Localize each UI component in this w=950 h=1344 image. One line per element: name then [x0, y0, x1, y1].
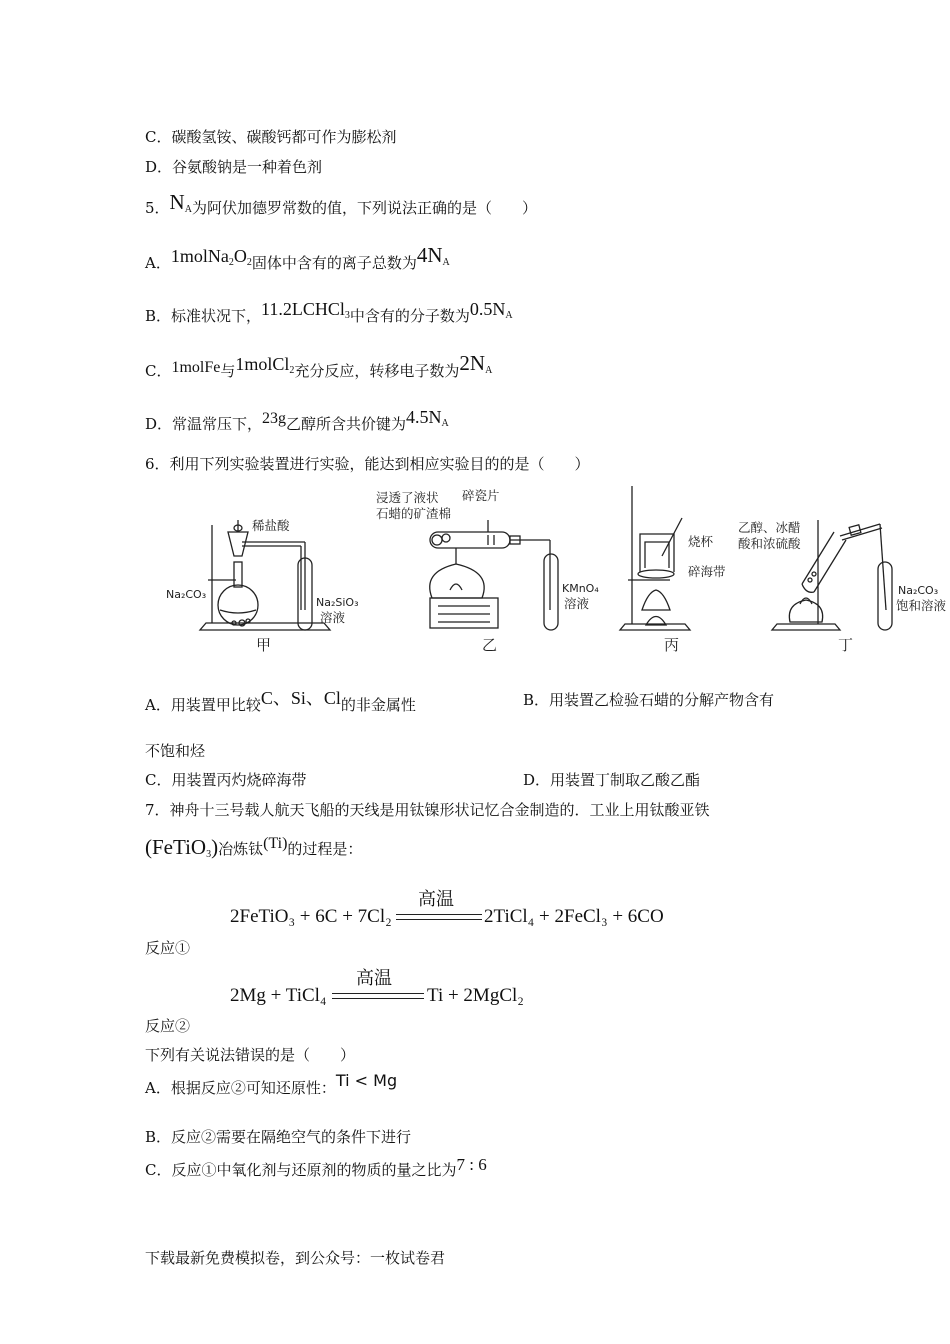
q5-option-b: B．标准状况下，11.2LCHCl$_3$中含有的分子数为$0.5N_A$ — [145, 299, 513, 325]
value-4na: $4N_A$ — [416, 243, 450, 268]
q7-stem: 7．神舟十三号载人航天飞船的天线是用钛镍形状记忆合金制造的．工业上用钛酸亚铁 — [145, 801, 710, 819]
q4-option-d: D．谷氨酸钠是一种着色剂 — [145, 158, 323, 176]
jia-right-label-1: Na₂SiO₃ — [316, 596, 359, 609]
q6-option-c: C．用装置丙灼烧碎海带 — [145, 771, 307, 789]
bing-label-1: 烧杯 — [688, 534, 714, 549]
caption-jia: 甲 — [256, 636, 272, 654]
formula-fe: 1molFe — [171, 359, 221, 376]
reaction-1-label: 反应① — [145, 939, 191, 957]
ding-right-label-2: 饱和溶液 — [896, 598, 947, 613]
q7-ask: 下列有关说法错误的是（ ） — [145, 1046, 356, 1064]
formula-chcl3: 11.2LCHCl$_3$ — [261, 299, 350, 321]
q6-option-b-continued: 不饱和烃 — [145, 742, 206, 760]
ratio-7-6: 7 : 6 — [456, 1155, 487, 1174]
reaction-1-condition: 高温 — [418, 889, 454, 910]
q6-apparatus-figure — [150, 480, 950, 658]
q5-option-a: A．$1molNa_2O_2$固体中含有的离子总数为$4N_A$ — [145, 243, 450, 272]
q7-stem-line2: (FeTiO$_3$)冶炼钛(Ti)的过程是： — [145, 835, 363, 860]
ding-label-1b: 酸和浓硫酸 — [738, 536, 801, 551]
q5-stem-text: 为阿伏加德罗常数的值，下列说法正确的是（ ） — [191, 199, 537, 217]
yi-right-label-2: 溶液 — [564, 596, 590, 611]
reaction-2-equals — [332, 993, 424, 999]
reaction-2-label: 反应② — [145, 1017, 191, 1035]
formula-na2o2: $1molNa_2O_2$ — [170, 246, 252, 268]
q6-option-d: D．用装置丁制取乙酸乙酯 — [523, 771, 701, 789]
bing-label-2: 碎海带 — [688, 564, 726, 579]
reaction-2-condition: 高温 — [356, 968, 392, 989]
caption-ding: 丁 — [838, 636, 854, 654]
q6-option-a: A．用装置甲比较C、Si、Cl的非金属性 — [145, 688, 416, 714]
caption-bing: 丙 — [664, 636, 680, 654]
reaction-1-left: 2FeTiO₃ + 6C + 7Cl₂ — [230, 906, 392, 927]
jia-acid-label: 稀盐酸 — [252, 518, 290, 533]
caption-yi: 乙 — [482, 636, 498, 654]
yi-right-label-1: KMnO₄ — [562, 582, 599, 595]
avogadro-symbol: $N_A$ — [169, 190, 192, 215]
q5-number: 5． — [145, 199, 170, 217]
yi-label-2: 碎瓷片 — [462, 488, 500, 503]
formula-fetio3: (FeTiO$_3$) — [145, 835, 219, 860]
ding-label-1a: 乙醇、冰醋 — [738, 520, 801, 535]
q7-option-b: B．反应②需要在隔绝空气的条件下进行 — [145, 1128, 412, 1146]
yi-label-1a: 浸透了液状 — [376, 490, 439, 505]
q5-stem — [145, 192, 537, 222]
yi-label-1b: 石蜡的矿渣棉 — [376, 506, 452, 521]
value-4-5na: $4.5N_A$ — [406, 407, 449, 429]
jia-right-label-2: 溶液 — [320, 610, 346, 625]
reaction-1-equals — [396, 914, 482, 920]
symbol-ti: (Ti) — [263, 835, 288, 852]
q7-option-a: A．根据反应②可知还原性：Ti < Mg — [145, 1071, 398, 1097]
q5-option-d: D．常温常压下，23g乙醇所含共价键为$4.5N_A$ — [145, 407, 449, 433]
q4-option-c: C．碳酸氢铵、碳酸钙都可作为膨松剂 — [145, 128, 397, 146]
reaction-1-right: 2TiCl₄ + 2FeCl₃ + 6CO — [484, 906, 664, 927]
footer-note: 下载最新免费模拟卷，到公众号：一枚试卷君 — [145, 1249, 446, 1267]
value-2na: $2N_A$ — [459, 351, 493, 376]
reaction-2-right: Ti + 2MgCl₂ — [427, 985, 524, 1006]
elements-c-si-cl: C、Si、Cl — [260, 688, 341, 708]
jia-left-label: Na₂CO₃ — [166, 588, 207, 601]
formula-cl2: 1molCl$_2$ — [235, 354, 295, 376]
q6-stem: 6．利用下列实验装置进行实验，能达到相应实验目的的是（ ） — [145, 455, 590, 473]
ding-right-label-1: Na₂CO₃ — [898, 584, 939, 597]
q6-option-b: B．用装置乙检验石蜡的分解产物含有 — [523, 691, 775, 709]
q7-option-c: C．反应①中氧化剂与还原剂的物质的量之比为7 : 6 — [145, 1155, 487, 1179]
value-0-5na: $0.5N_A$ — [469, 299, 513, 321]
mass-23g: 23g — [262, 410, 287, 427]
reducibility-ti-mg: Ti < Mg — [335, 1071, 398, 1090]
q5-option-c: C．1molFe与1molCl$_2$充分反应，转移电子数为$2N_A$ — [145, 351, 493, 380]
reaction-2-left: 2Mg + TiCl₄ — [230, 985, 327, 1006]
